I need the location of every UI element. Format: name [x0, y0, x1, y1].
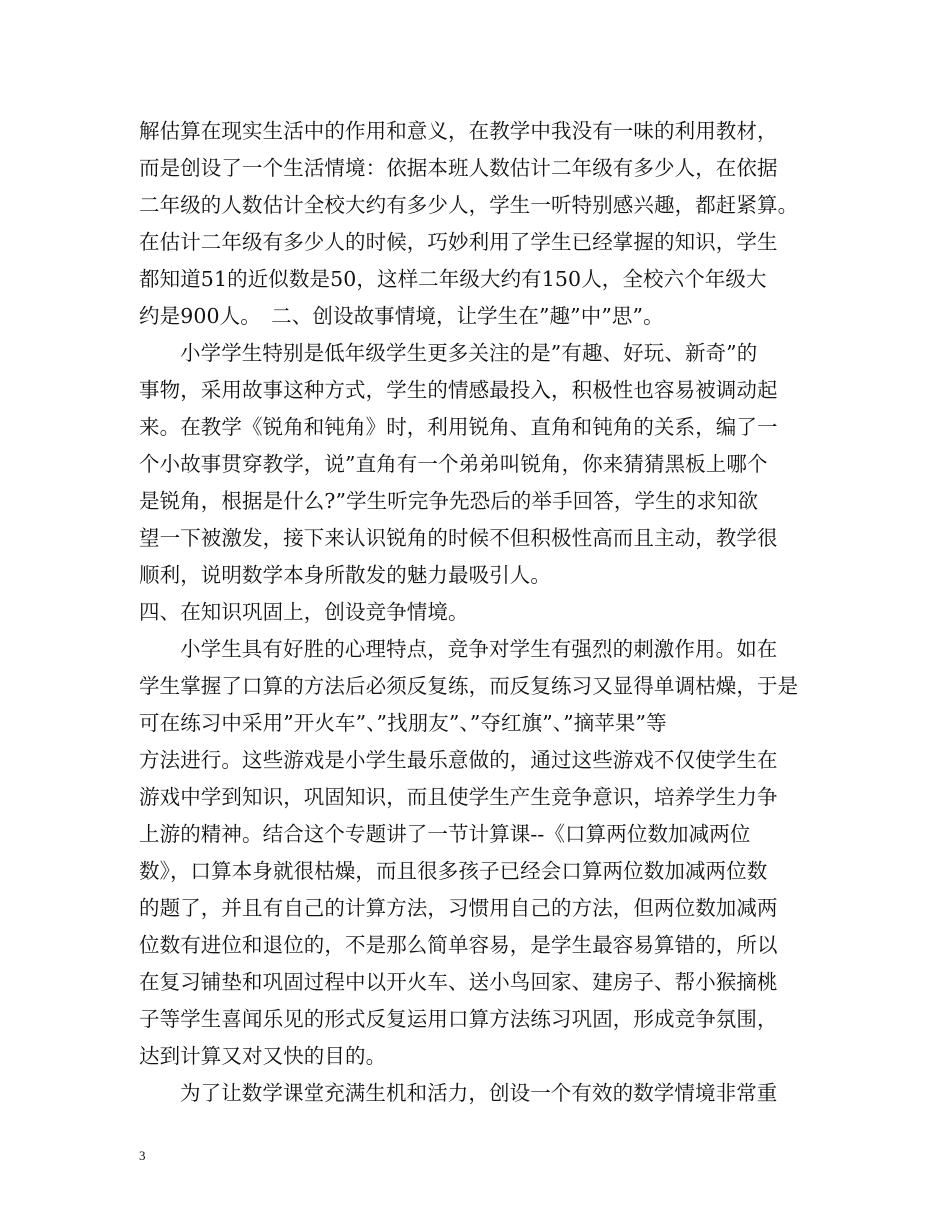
paragraph-first-line: 为了让数学课堂充满生机和活力，创设一个有效的数学情境非常重 [180, 1081, 778, 1105]
text-line: 方法进行。这些游戏是小学生最乐意做的，通过这些游戏不仅使学生在 [139, 748, 778, 772]
text-line: 位数有进位和退位的，不是那么简单容易，是学生最容易算错的，所以 [139, 933, 778, 957]
text-line: 在估计二年级有多少人的时候，巧妙利用了学生已经掌握的知识，学生 [139, 230, 778, 254]
text-line: 二年级的人数估计全校大约有多少人，学生一听特别感兴趣，都赶紧算。 [139, 193, 799, 217]
section-heading: 四、在知识巩固上，创设竞争情境。 [139, 600, 469, 624]
text-line: 来。在教学《锐角和钝角》时，利用锐角、直角和钝角的关系，编了一 [139, 415, 778, 439]
text-line: 而是创设了一个生活情境：依据本班人数估计二年级有多少人，在依据 [139, 156, 778, 180]
body-text [139, 113, 829, 1112]
text-line: 事物，采用故事这种方式，学生的情感最投入，积极性也容易被调动起 [139, 378, 778, 402]
text-line: 都知道51的近似数是50，这样二年级大约有150人，全校六个年级大 [139, 267, 767, 291]
text-line: 是锐角，根据是什么?”学生听完争先恐后的举手回答，学生的求知欲 [139, 489, 759, 513]
text-line: 上游的精神。结合这个专题讲了一节计算课--《口算两位数加减两位 [139, 822, 751, 846]
text-line: 约是900人。 二、创设故事情境，让学生在”趣”中”思”。 [139, 304, 664, 328]
text-line: 个小故事贯穿教学，说”直角有一个弟弟叫锐角，你来猜猜黑板上哪个 [139, 452, 768, 476]
text-line: 的题了，并且有自己的计算方法，习惯用自己的方法，但两位数加减两 [139, 896, 778, 920]
paragraph-first-line: 小学学生特别是低年级学生更多关注的是”有趣、好玩、新奇”的 [180, 341, 758, 365]
text-line: 解估算在现实生活中的作用和意义，在教学中我没有一味的利用教材， [139, 119, 778, 143]
text-line: 数》，口算本身就很枯燥，而且很多孩子已经会口算两位数加减两位数 [139, 859, 768, 883]
text-line: 在复习铺垫和巩固过程中以开火车、送小鸟回家、建房子、帮小猴摘桃 [139, 970, 778, 994]
text-line: 游戏中学到知识，巩固知识，而且使学生产生竞争意识，培养学生力争 [139, 785, 778, 809]
text-line: 望一下被激发，接下来认识锐角的时候不但积极性高而且主动，教学很 [139, 526, 778, 550]
text-line: 子等学生喜闻乐见的形式反复运用口算方法练习巩固，形成竞争氛围， [139, 1007, 778, 1031]
page-number: 3 [139, 1148, 146, 1163]
text-line: 学生掌握了口算的方法后必须反复练，而反复练习又显得单调枯燥，于是 [139, 674, 799, 698]
paragraph-first-line: 小学生具有好胜的心理特点，竞争对学生有强烈的刺激作用。如在 [180, 637, 778, 661]
text-line: 达到计算又对又快的目的。 [139, 1044, 387, 1068]
text-line: 顺利，说明数学本身所散发的魅力最吸引人。 [139, 563, 551, 587]
text-line: 可在练习中采用”开火车”、”找朋友”、”夺红旗”、”摘苹果”等 [139, 711, 667, 735]
